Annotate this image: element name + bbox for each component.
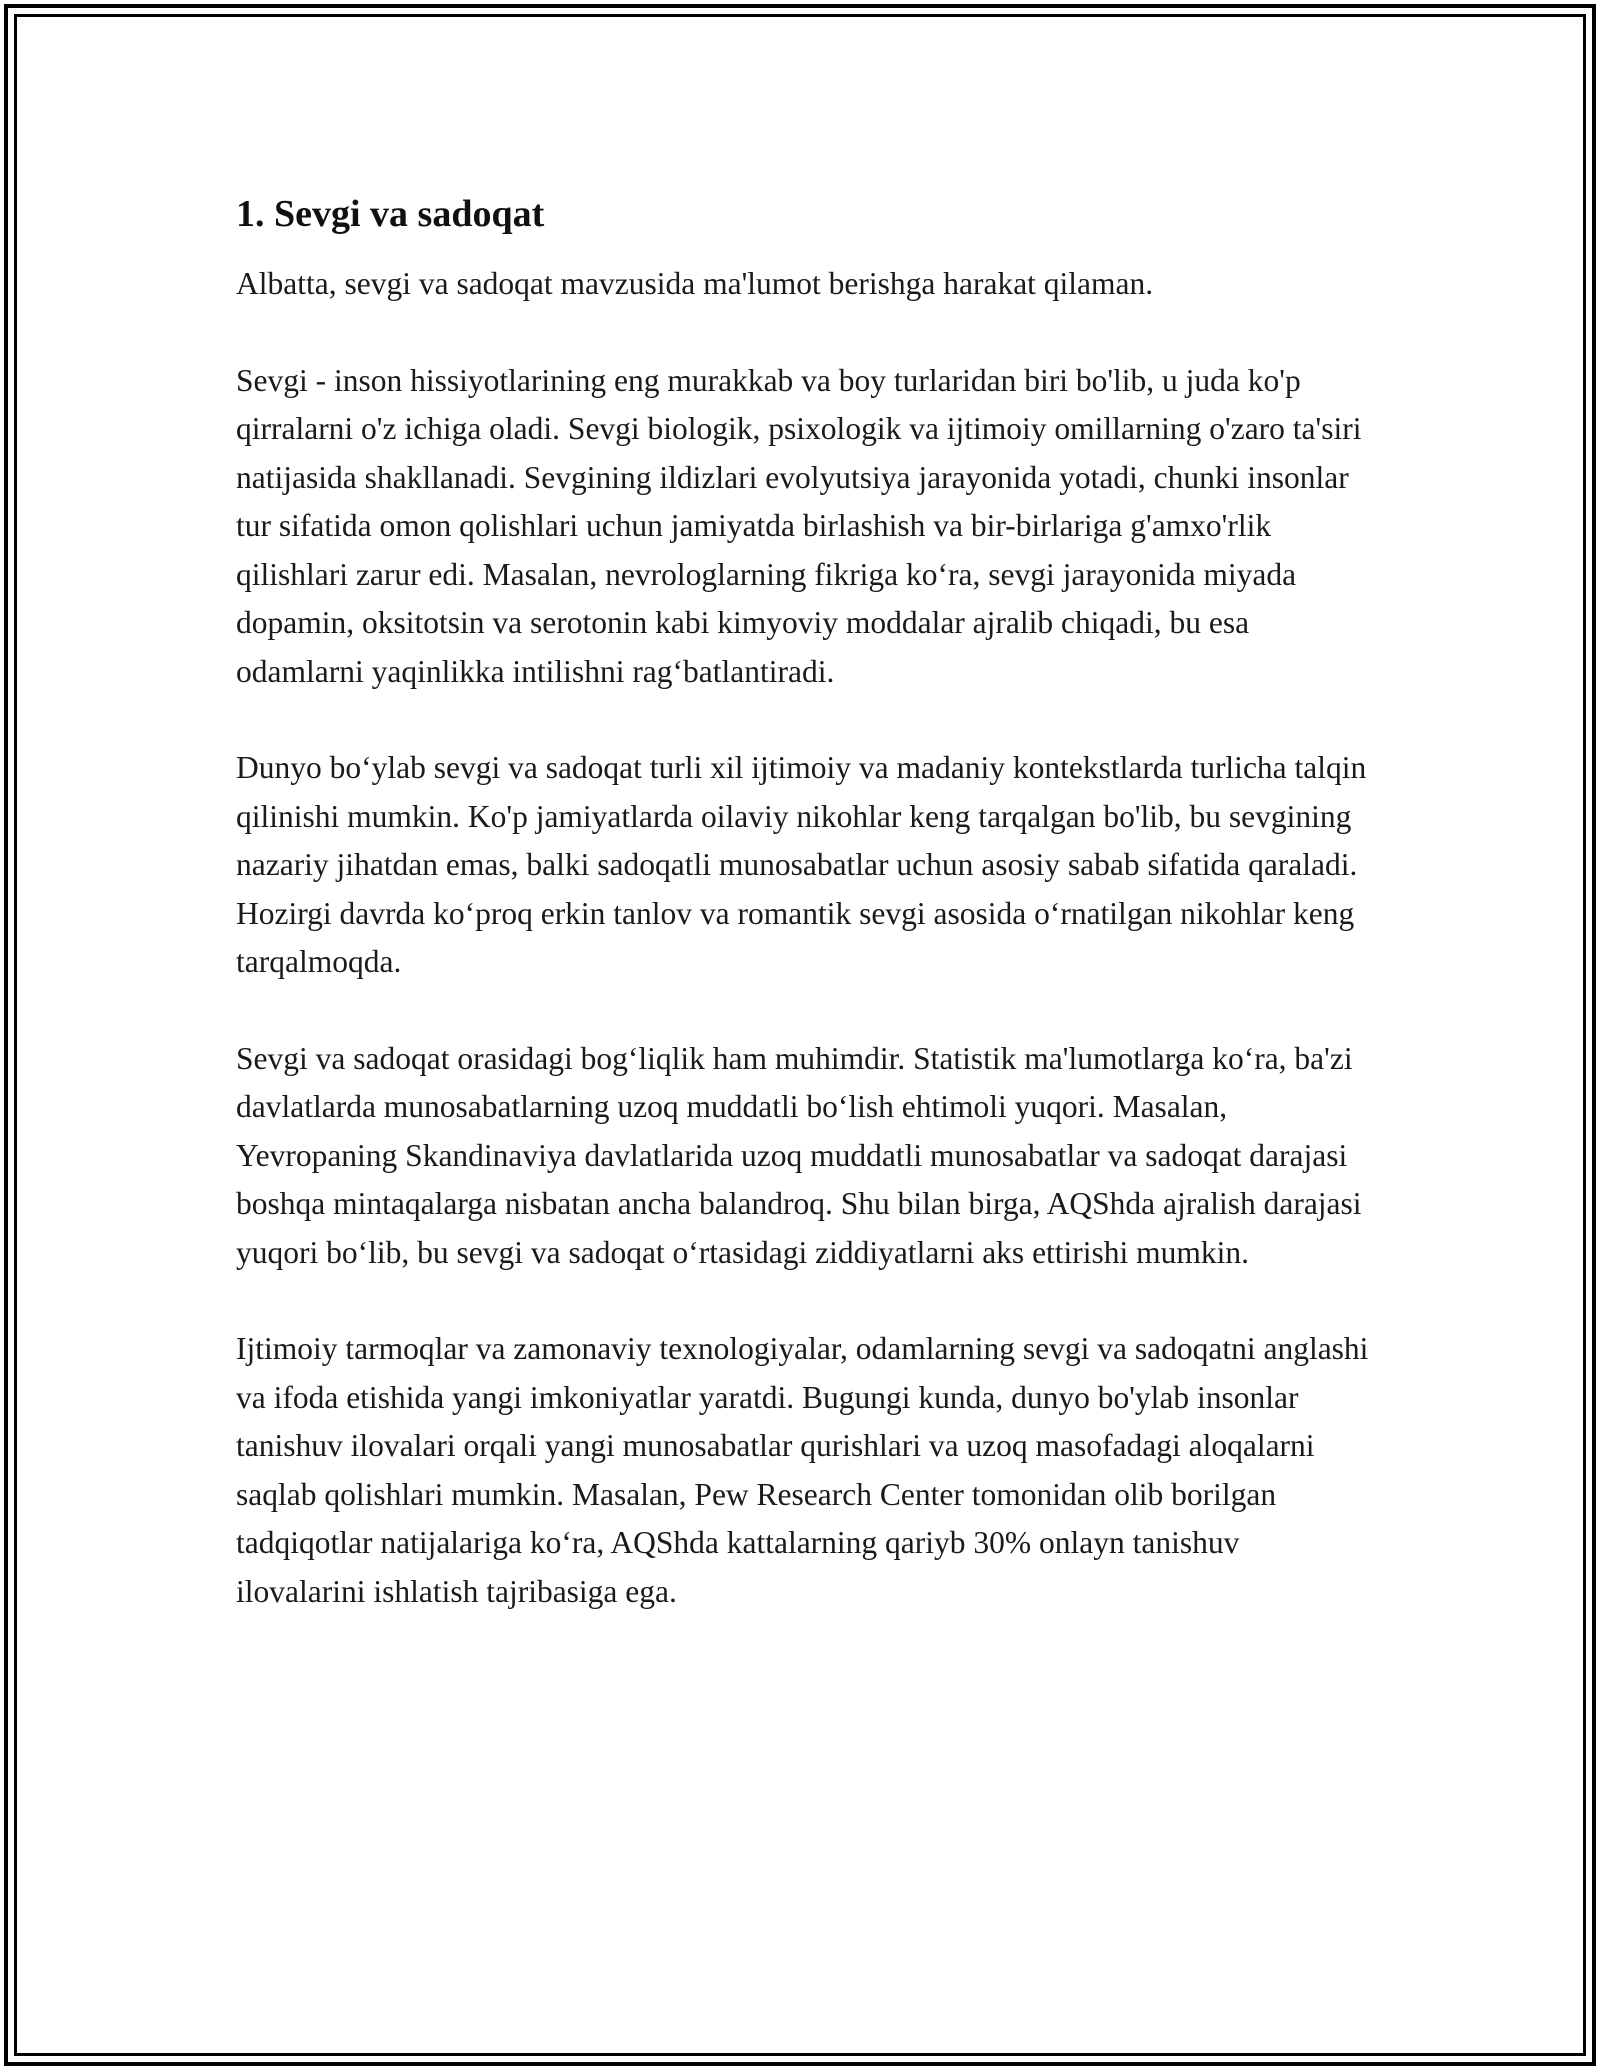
paragraph-love-loyalty-link: Sevgi va sadoqat orasidagi bog‘liqlik ham muhimdir. Statistik ma'lumotlarga ko‘ra, ba'zi davlatlarda munosabatlarning uzoq muddatli bo‘lish ehtimoli yuqori. Masalan, Yevropaning Skandinaviya davlatlarida uzoq muddatli munosabatlar va sadoqat darajasi boshqa mintaqalarga nisbatan ancha balandroq. Shu bilan birga, AQShda ajralish darajasi yuqori bo‘lib, bu sevgi va sadoqat o‘rtasidagi ziddiyatlarni aks ettirishi mumkin. [236,1040,1362,1270]
document-title: 1. Sevgi va sadoqat [236,193,545,235]
paragraph-technology: Ijtimoiy tarmoqlar va zamonaviy texnologiyalar, odamlarning sevgi va sadoqatni anglashi va ifoda etishida yangi imkoniyatlar yaratdi. Bugungi kunda, dunyo bo'ylab insonlar tanishuv ilovalari orqali yangi munosabatlar qurishlari va uzoq masofadagi aloqalarni saqlab qolishlari mumkin. Masalan, Pew Research Center tomonidan olib borilgan tadqiqotlar natijalariga ko‘ra, AQShda kattalarning qariyb 30% onlayn tanishuv ilovalarini ishlatish tajribasiga ega. [236,1331,1369,1609]
document-body [236,186,1376,1664]
paragraph-cultural-context: Dunyo bo‘ylab sevgi va sadoqat turli xil ijtimoiy va madaniy kontekstlarda turlicha talqin qilinishi mumkin. Ko'p jamiyatlarda oilaviy nikohlar keng tarqalgan bo'lib, bu sevgining nazariy jihatdan emas, balki sadoqatli munosabatlar uchun asosiy sabab sifatida qaraladi. Hozirgi davrda ko‘proq erkin tanlov va romantik sevgi asosida o‘rnatilgan nikohlar keng tarqalmoqda. [236,750,1367,979]
paragraph-intro: Albatta, sevgi va sadoqat mavzusida ma'lumot berishga harakat qilaman. [236,266,1154,301]
paragraph-love-definition: Sevgi - inson hissiyotlarining eng murakkab va boy turlaridan biri bo'lib, u juda ko'p qirralarni o'z ichiga oladi. Sevgi biologik, psixologik va ijtimoiy omillarning o'zaro ta'siri natijasida shakllanadi. Sevgining ildizlari evolyutsiya jarayonida yotadi, chunki insonlar tur sifatida omon qolishlari uchun jamiyatda birlashish va bir-birlariga g'amxo'rlik qilishlari zarur edi. Masalan, nevrologlarning fikriga ko‘ra, sevgi jarayonida miyada dopamin, oksitotsin va serotonin kabi kimyoviy moddalar ajralib chiqadi, bu esa odamlarni yaqinlikka intilishni rag‘batlantiradi. [236,362,1362,689]
